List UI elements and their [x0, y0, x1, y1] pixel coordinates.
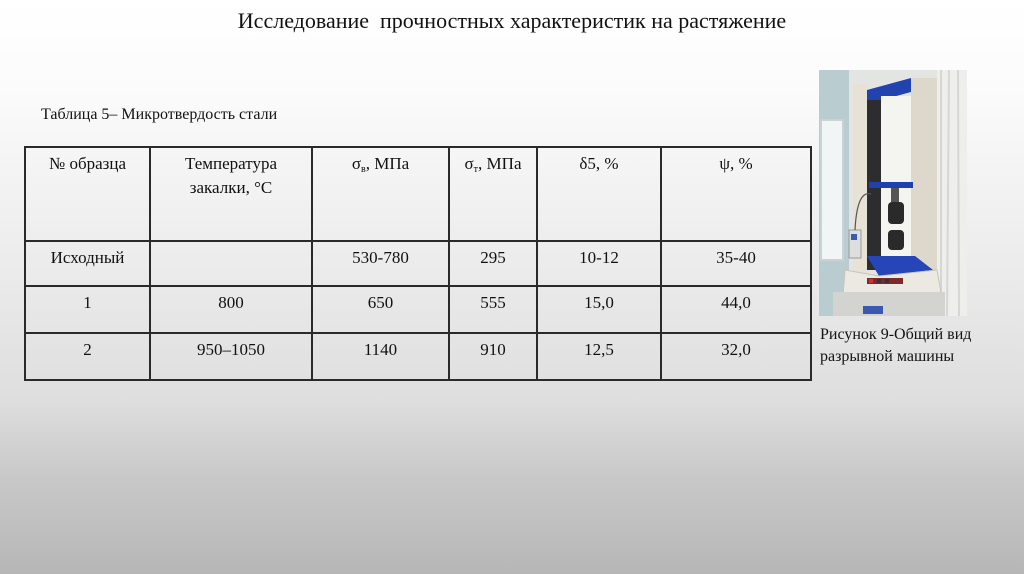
header-text: δ5, % [579, 154, 619, 173]
table-cell: 32,0 [661, 333, 811, 380]
unit-text: , МПа [365, 154, 410, 173]
tensile-machine-photo [819, 70, 967, 316]
header-quench-temperature [150, 147, 312, 241]
table-header-row [25, 147, 811, 241]
header-sample-no [25, 147, 150, 241]
table-cell: 12,5 [537, 333, 661, 380]
table-caption: Таблица 5– Микротвердость стали [41, 106, 278, 123]
table-cell: 10-12 [537, 241, 661, 285]
table-cell: 530-780 [312, 241, 449, 285]
header-reduction-of-area [661, 147, 811, 241]
table-cell: 950–1050 [150, 333, 312, 380]
sigma-symbol: σ [351, 154, 361, 173]
header-text: № образца [48, 154, 127, 173]
tensile-machine-illustration [819, 70, 967, 316]
figure-caption: Рисунок 9-Общий вид разрывной машины [820, 326, 972, 365]
table-row [25, 241, 811, 285]
table-cell: 910 [449, 333, 537, 380]
header-ultimate-strength [312, 147, 449, 241]
table-cell: 295 [449, 241, 537, 285]
table-cell: 800 [150, 286, 312, 333]
table-row [25, 286, 811, 333]
table-cell: 555 [449, 286, 537, 333]
table-cell [150, 241, 312, 285]
table-cell: 44,0 [661, 286, 811, 333]
table-cell: 1140 [312, 333, 449, 380]
table-cell: 2 [25, 333, 150, 380]
subscript: в [360, 164, 366, 175]
header-text-line2: закалки, °С [189, 178, 273, 197]
slide-title: Исследование прочностных характеристик на растяжение [237, 8, 787, 33]
header-elongation [537, 147, 661, 241]
sigma-symbol: σ [464, 154, 474, 173]
table-cell: Исходный [25, 241, 150, 285]
properties-table [24, 146, 812, 381]
table-cell: 35-40 [661, 241, 811, 285]
table-cell: 650 [312, 286, 449, 333]
header-text: ψ, % [719, 154, 753, 173]
table-cell: 15,0 [537, 286, 661, 333]
header-text-line1: Температура [184, 154, 278, 173]
table-row [25, 333, 811, 380]
unit-text: , МПа [478, 154, 522, 173]
table-cell: 1 [25, 286, 150, 333]
subscript: т [473, 164, 479, 175]
header-yield-strength [449, 147, 537, 241]
